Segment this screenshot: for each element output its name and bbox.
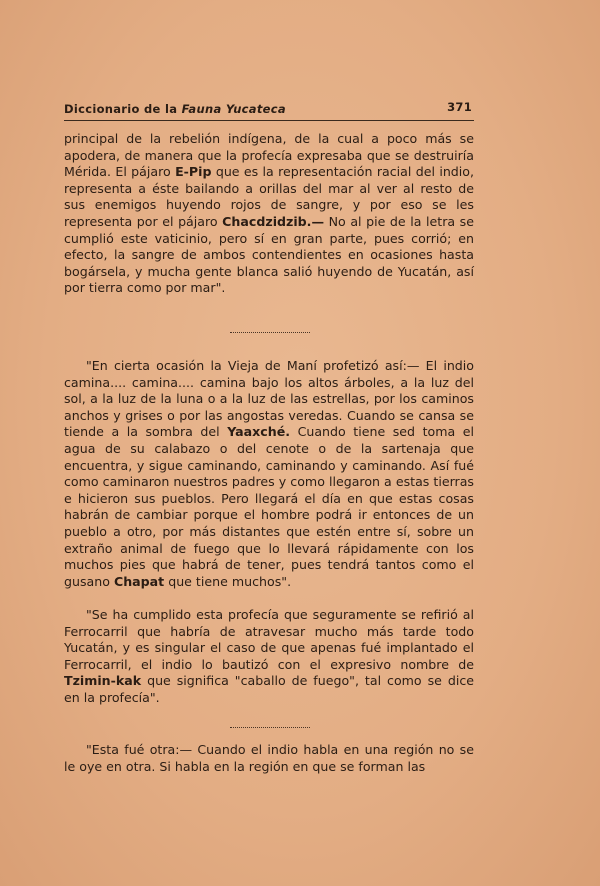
p2-bold-chapat: Chapat bbox=[113, 573, 165, 589]
p1-text-3: No al pie de la letra se cumplió este vaticinio, pero sí en gran parte, pues corrió; en efecto, la sangre de ambos contendientes en ocasiones hasta bogársela, y mucha gente blanca salió huyendo de Yucatán, así por tierra como por mar". bbox=[64, 213, 474, 296]
title-prefix: Diccionario de la bbox=[64, 102, 178, 116]
paragraph-1 bbox=[64, 131, 474, 297]
dotted-separator-2 bbox=[230, 727, 310, 728]
p1-text-1: principal de la rebelión indígena, de la cual a poco más se apodera, de manera que la profecía expresaba que se destruiría Mérida. El pájaro bbox=[64, 131, 474, 180]
p2-text-3: que tiene muchos". bbox=[164, 573, 292, 589]
p3-bold-tzimin-kak: Tzimin-kak bbox=[64, 673, 142, 689]
running-title bbox=[64, 102, 286, 116]
header-rule bbox=[64, 120, 474, 121]
title-italic: Fauna Yucateca bbox=[181, 102, 286, 116]
paragraph-4 bbox=[64, 742, 474, 775]
p1-bold-e-pip: E-Pip bbox=[175, 164, 212, 180]
p2-bold-yaaxche: Yaaxché. bbox=[227, 424, 291, 440]
page-number: 371 bbox=[447, 100, 472, 114]
p1-bold-chacdzidzib: Chacdzidzib.— bbox=[222, 213, 325, 229]
running-header bbox=[64, 96, 474, 118]
p1-text-2: que es la representación racial del indio, representa a éste bailando a orillas del mar al ver al resto de sus enemigos huyendo rojos de sangre, y por eso se les representa por el pájaro bbox=[64, 164, 474, 229]
paragraph-2 bbox=[64, 358, 474, 590]
dotted-separator-1 bbox=[230, 332, 310, 333]
paragraph-3 bbox=[64, 607, 474, 707]
p4-text-1: "Esta fué otra:— Cuando el indio habla en una región no se le oye en otra. Si habla en la región en que se forman las bbox=[64, 742, 474, 774]
p3-text-2: que significa "caballo de fuego", tal como se dice en la profecía". bbox=[64, 673, 474, 705]
p2-text-2: Cuando tiene sed toma el agua de su calabazo o del cenote o de la sartenaja que encuentra, y sigue caminando, caminando y caminando. Así fué como caminaron nuestros padres y como llegaron a estas tierras e hicieron sus pueblos. Pero llegará el día en que estas cosas habrán de cambiar porque el hombre podrá ir entonces de un pueblo a otro, por más distantes que estén entre sí, sobre un extraño animal de fuego que lo llevará rápidamente con los muchos pies que habrá de tener, pues tendrá tantos como el gusano bbox=[64, 424, 474, 589]
p3-text-1: "Se ha cumplido esta profecía que seguramente se refirió al Ferrocarril que habría de atravesar mucho más tarde todo Yucatán, y es singular el caso de que apenas fué implantado el Ferrocarril, el indio lo bautizó con el expresivo nombre de bbox=[64, 607, 474, 672]
p2-text-1: "En cierta ocasión la Vieja de Maní profetizó así:— El indio camina.... camina.... camina bajo los altos árboles, a la luz del sol, a la luz de la luna o a la luz de las estrellas, por los caminos anchos y grises o por las angostas veredas. Cuando se cansa se tiende a la sombra del bbox=[64, 358, 474, 440]
